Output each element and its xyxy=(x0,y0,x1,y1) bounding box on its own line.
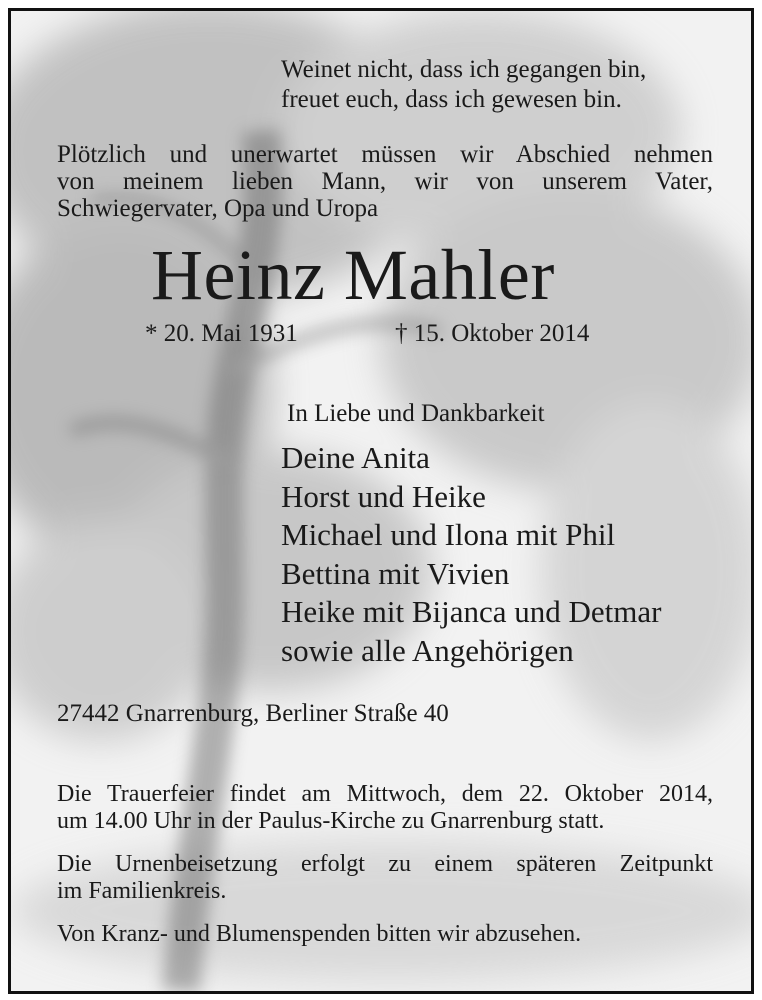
donation-notice: Von Kranz- und Blumenspenden bitten wir abzusehen. xyxy=(57,921,582,947)
mourners-list xyxy=(281,439,662,670)
intro-line-2: von meinem lieben Mann, wir von unserem Vater, xyxy=(57,168,713,195)
motto-line-1: Weinet nicht, dass ich gegangen bin, xyxy=(281,56,647,83)
urn-line-1: Die Urnenbeisetzung erfolgt zu einem späteren Zeitpunkt xyxy=(57,851,713,877)
funeral-line-2: um 14.00 Uhr in der Paulus-Kirche zu Gnarrenburg statt. xyxy=(57,808,605,834)
list-item: Heike mit Bijanca und Detmar xyxy=(281,594,662,629)
death-date: † 15. Oktober 2014 xyxy=(395,320,590,347)
list-item: Horst und Heike xyxy=(281,478,486,514)
list-item: Deine Anita xyxy=(281,440,430,475)
obituary-frame xyxy=(8,8,754,994)
birth-date: * 20. Mai 1931 xyxy=(145,320,298,347)
urn-line-2: im Familienkreis. xyxy=(57,878,227,904)
deceased-name: Heinz Mahler xyxy=(151,235,555,315)
life-dates xyxy=(145,319,590,349)
list-item: Michael und Ilona mit Phil xyxy=(281,517,616,552)
motto xyxy=(281,55,646,115)
motto-line-2: freuet euch, dass ich gewesen bin. xyxy=(281,86,622,113)
intro-line-1: Plötzlich und unerwartet müssen wir Abschied nehmen xyxy=(57,141,713,168)
intro-line-3: Schwiegervater, Opa und Uropa xyxy=(57,195,379,222)
urn-notice xyxy=(57,851,713,905)
list-item: Bettina mit Vivien xyxy=(281,555,510,591)
funeral-line-1: Die Trauerfeier findet am Mittwoch, dem 22. Oktober 2014, xyxy=(57,781,713,807)
list-item: sowie alle Angehörigen xyxy=(281,632,574,668)
mourners-intro: In Liebe und Dankbarkeit xyxy=(287,400,545,427)
funeral-notice xyxy=(57,781,713,835)
address: 27442 Gnarrenburg, Berliner Straße 40 xyxy=(57,700,449,727)
intro-paragraph xyxy=(57,141,713,222)
